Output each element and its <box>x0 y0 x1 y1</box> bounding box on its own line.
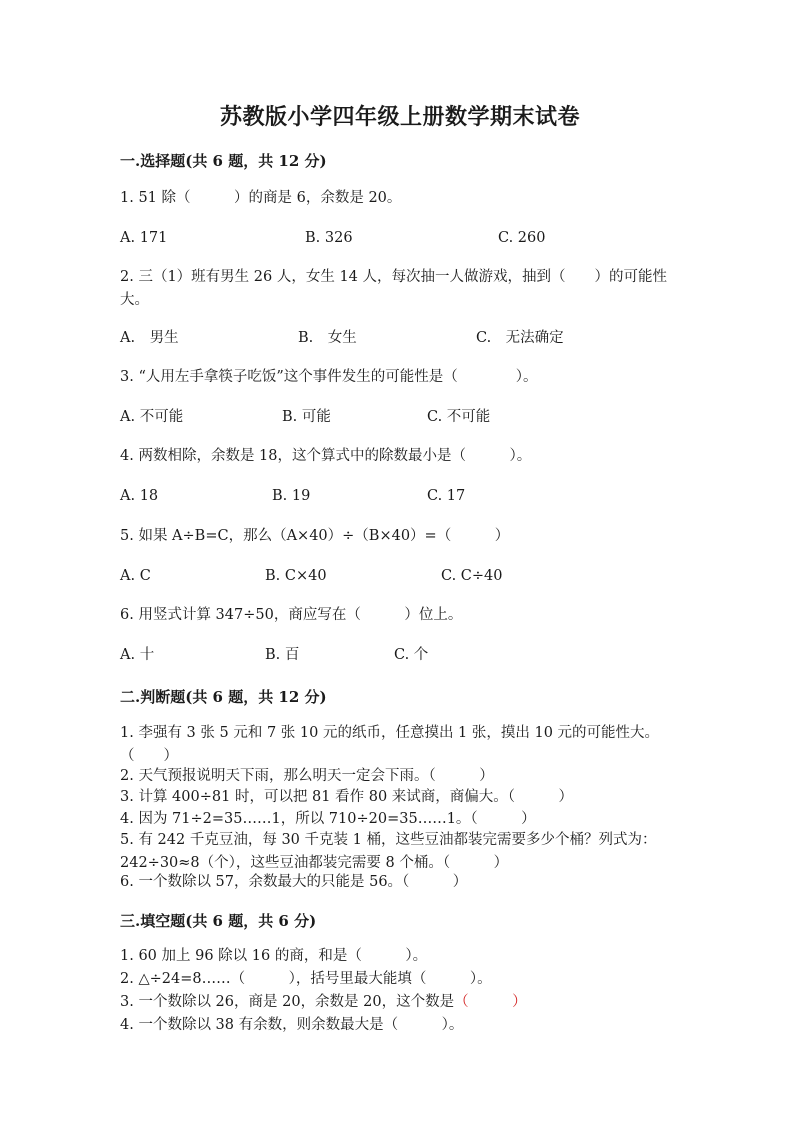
choice-3-option-a: A. 不可能 <box>120 409 184 425</box>
choice-2-option-b: B. 女生 <box>298 330 357 346</box>
page-title: 苏教版小学四年级上册数学期末试卷 <box>219 104 580 130</box>
section-heading-fill: 三.填空题(共 6 题，共 6 分) <box>120 912 317 930</box>
section-heading-judgment: 二.判断题(共 6 题，共 12 分) <box>120 688 327 706</box>
judgment-item-5: 5. 有 242 千克豆油，每 30 千克装 1 桶，这些豆油都装完需要多少个桶？列式为：242÷30≈8（个），这些豆油都装完需要 8 个桶。（ ） <box>120 832 657 871</box>
choice-1-option-a: A. 171 <box>120 230 168 246</box>
choice-1-option-b: B. 326 <box>305 230 353 246</box>
choice-1-option-c: C. 260 <box>498 230 546 246</box>
fill-item-3 <box>120 991 680 1014</box>
judgment-item-4: 4. 因为 71÷2=35……1，所以 710÷20=35……1。（ ） <box>120 811 536 827</box>
choice-6-option-c: C. 个 <box>394 647 429 663</box>
judgment-item-3: 3. 计算 400÷81 时，可以把 81 看作 80 来试商，商偏大。（ ） <box>120 789 574 805</box>
choice-2-option-a: A. 男生 <box>120 330 179 346</box>
fill-item-4: 4. 一个数除以 38 有余数，则余数最大是（ ）。 <box>120 1017 464 1033</box>
choice-4-option-a: A. 18 <box>120 488 159 504</box>
choice-question-6: 6. 用竖式计算 347÷50，商应写在（ ）位上。 <box>120 607 463 623</box>
section-heading-choice: 一.选择题(共 6 题，共 12 分) <box>120 152 327 170</box>
choice-3-option-b: B. 可能 <box>282 409 331 425</box>
choice-3-option-c: C. 不可能 <box>427 409 491 425</box>
choice-5-option-c: C. C÷40 <box>441 568 503 584</box>
choice-question-1: 1. 51 除（ ）的商是 6，余数是 20。 <box>120 190 402 206</box>
choice-question-4: 4. 两数相除，余数是 18，这个算式中的除数最小是（ ）。 <box>120 448 532 464</box>
judgment-item-1: 1. 李强有 3 张 5 元和 7 张 10 元的纸币，任意摸出 1 张，摸出 10 元的可能性大。 （ ） <box>120 725 681 764</box>
fill-item-3-blank: （ ） <box>454 994 527 1010</box>
fill-item-2: 2. △÷24=8……（ ），括号里最大能填（ ）。 <box>120 971 492 987</box>
choice-6-option-b: B. 百 <box>265 647 300 663</box>
choice-6-option-a: A. 十 <box>120 647 155 663</box>
choice-question-5: 5. 如果 A÷B=C，那么（A×40）÷（B×40）=（ ） <box>120 528 510 544</box>
choice-question-3: 3. “人用左手拿筷子吃饭”这个事件发生的可能性是（ ）。 <box>120 369 538 385</box>
choice-4-option-b: B. 19 <box>272 488 311 504</box>
choice-5-option-b: B. C×40 <box>265 568 327 584</box>
choice-5-option-a: A. C <box>120 568 151 584</box>
judgment-item-6: 6. 一个数除以 57，余数最大的只能是 56。（ ） <box>120 874 468 890</box>
fill-item-3-text: 3. 一个数除以 26，商是 20，余数是 20，这个数是 <box>120 994 455 1010</box>
fill-item-1: 1. 60 加上 96 除以 16 的商，和是（ ）。 <box>120 948 428 964</box>
choice-4-option-c: C. 17 <box>427 488 466 504</box>
choice-2-option-c: C. 无法确定 <box>476 330 564 346</box>
choice-question-2: 2. 三（1）班有男生 26 人，女生 14 人，每次抽一人做游戏，抽到（ ）的可能性大。 <box>120 269 668 308</box>
judgment-item-2: 2. 天气预报说明天下雨，那么明天一定会下雨。（ ） <box>120 768 494 784</box>
